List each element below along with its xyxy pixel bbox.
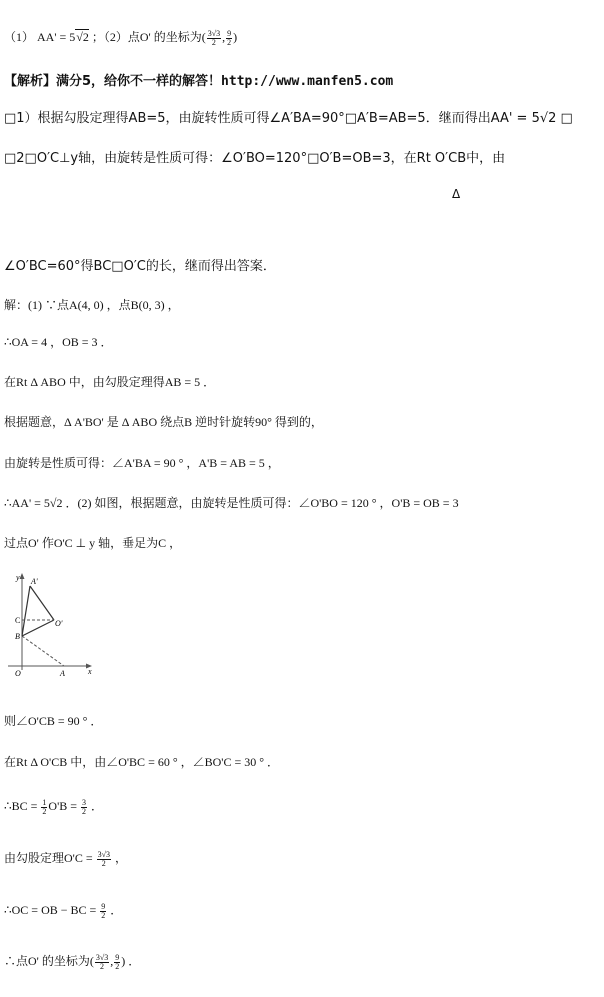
analysis-line-3: ∠O′BC=60°得BC□O′C的长，继而得出答案． [4,259,276,274]
label-a: A [60,669,65,678]
answer-frac-2 [226,30,232,47]
frac-numerator: 3√3 [207,28,221,38]
label-y: y [16,573,20,582]
segment-bo-prime [22,620,54,636]
solution-line-7: 过点O' 作O'C ⊥ y 轴，垂足为C ， [4,536,182,550]
frac-numerator: 9 [227,28,232,38]
analysis-line-2: □2□O′C⊥y轴，由旋转是性质可得：∠O′BO=120°□O′B=OB=3，在Rt O′CB中，由 [4,151,506,166]
frac-x-coord [95,954,109,971]
text-o-prime-b: O'B = [48,799,81,813]
solution-line-4: 根据题意，Δ A'BO' 是 Δ ABO 绕点B 逆时针旋转90° 得到的， [4,415,323,429]
label-x: x [88,667,92,676]
solution-line-6: ∴AA' = 5√2 ．(2) 如图，根据题意，由旋转是性质可得：∠O'BO = 120 ° ，O'B = OB = 3 [4,496,459,510]
solution-line-8: 则∠O'CB = 90 ° ． [4,714,103,728]
frac-3-sqrt3-over-2 [97,851,111,868]
frac-numerator: 3√3 [97,849,110,859]
segment-ba-prime [22,586,30,636]
label-o-prime: O' [55,619,63,628]
frac-nine-halves [100,903,106,920]
analysis-line-1: □1）根据勾股定理得AB=5，由旋转性质可得∠A′BA=90°□A′B=AB=5．继而得出AA' = 5√2 □ [4,111,573,126]
answer-close: ) [233,30,238,44]
y-axis-arrow-icon [20,573,25,579]
frac-numerator: 1 [42,797,47,807]
solution-line-9: 在Rt Δ O'CB 中，由∠O'BC = 60 ° ，∠BO'C = 30 ° ． [4,755,280,769]
text-comma: , [110,954,114,968]
solution-line-10 [4,797,103,816]
solution-line-3: 在Rt Δ ABO 中，由勾股定理得AB = 5 ． [4,375,216,389]
frac-denominator: 2 [101,858,106,868]
answer-sqrt: √2 [76,30,89,44]
frac-three-halves [81,799,87,816]
text-comma: ， [112,851,128,865]
solution-line-5: 由旋转是性质可得：∠A'BA = 90 ° ，A'B = AB = 5 ， [4,456,280,470]
answer-frac-1 [207,30,221,47]
frac-denominator: 2 [82,806,87,816]
frac-denominator: 2 [100,961,105,971]
text-bc: ∴BC = [4,799,41,813]
header-label: 【解析】满分5，给你不一样的解答！ [4,74,222,89]
answer-aa-prime: AA' = 5 [37,30,76,44]
text-period: ． [107,903,123,917]
answer-part-1: （1） [4,30,35,44]
label-a-prime: A' [31,577,38,586]
frac-numerator: 9 [115,952,120,962]
frac-numerator: 9 [101,901,106,911]
frac-denominator: 2 [42,806,47,816]
text-period: ． [88,799,104,813]
frac-denominator: 2 [227,37,232,47]
triangle-symbol: Δ [452,187,461,201]
label-c: C [15,616,21,625]
coordinate-diagram [4,570,96,680]
text-oc: ∴OC = OB − BC = [4,903,100,917]
frac-one-half [41,799,47,816]
analysis-header [4,73,393,91]
answer-line [4,28,237,47]
answer-part-2: ；（2）点O' 的坐标为( [91,30,206,44]
frac-y-coord [114,954,120,971]
header-url: http://www.manfen5.com [221,74,394,89]
segment-a-prime-o-prime [30,586,54,620]
frac-numerator: 3√3 [95,952,109,962]
frac-denominator: 2 [211,37,216,47]
solution-line-12 [4,901,122,920]
answer-comma: , [222,30,226,44]
label-o: O [15,669,21,678]
solution-line-13 [4,952,140,971]
frac-denominator: 2 [101,910,106,920]
text-coordinate: ∴点O' 的坐标为( [4,954,94,968]
solution-line-1: 解：(1) ∵点A(4, 0) ，点B(0, 3) ， [4,298,180,312]
text-close: ) ． [121,954,141,968]
segment-ba-dashed [22,636,64,666]
label-b: B [15,632,20,641]
frac-numerator: 3 [82,797,87,807]
solution-line-11 [4,849,127,868]
text-o-prime-c: 由勾股定理O'C = [4,851,96,865]
solution-line-2: ∴OA = 4 ，OB = 3 ． [4,335,113,349]
frac-denominator: 2 [115,961,120,971]
